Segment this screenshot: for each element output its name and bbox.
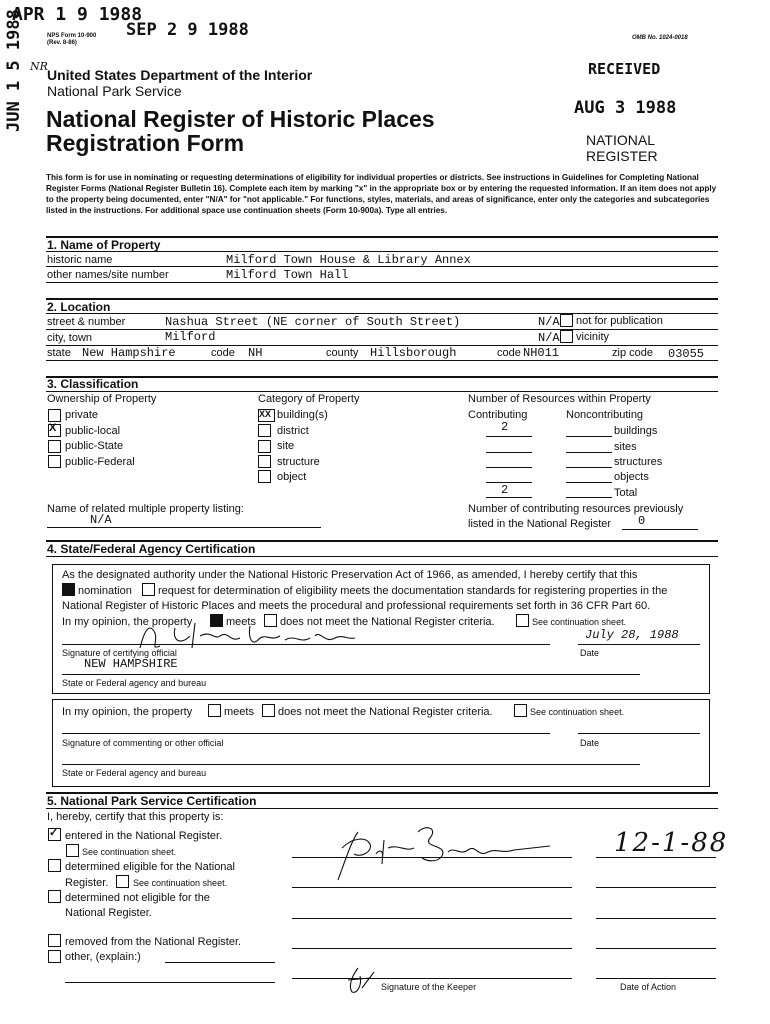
aug-date-stamp: AUG 3 1988 (574, 98, 677, 118)
opinion-label: In my opinion, the property (62, 616, 193, 628)
form-revision: (Rev. 8-86) (47, 40, 77, 46)
jun-vertical-stamp: JUN 1 5 1988 (4, 9, 24, 132)
opinion2-label: In my opinion, the property (62, 706, 193, 718)
section3-heading: 3. Classification (47, 377, 139, 391)
meets2-label: meets (224, 706, 254, 718)
city-value[interactable]: Milford (165, 330, 216, 344)
register-stamp: REGISTER (586, 148, 658, 164)
eligible-continuation-label: See continuation sheet. (133, 878, 228, 888)
eligible-continuation-checkbox[interactable] (116, 875, 129, 888)
entered-checkbox[interactable] (48, 828, 61, 841)
res-total-label: Total (614, 487, 638, 499)
checkmark: ✓ (49, 827, 59, 839)
category-buildings-label: building(s) (277, 409, 328, 421)
county-label: county (326, 347, 359, 359)
entered-continuation-checkbox[interactable] (66, 844, 79, 857)
continuation-label-4b: See continuation sheet. (530, 707, 625, 717)
contributing-heading: Contributing (468, 409, 528, 421)
action-date-value[interactable]: 12-1-88 (614, 828, 729, 858)
sep-date-stamp: SEP 2 9 1988 (126, 20, 249, 40)
ownership-public-state-label: public-State (65, 440, 124, 452)
does-not-meet-label: does not meet the National Register criteria. (280, 616, 495, 628)
section5-heading: 5. National Park Service Certification (47, 794, 257, 808)
street-value[interactable]: Nashua Street (NE corner of South Street) (165, 315, 461, 329)
section4-heading: 4. State/Federal Agency Certification (47, 542, 256, 556)
res-structures-label: structures (614, 456, 663, 468)
other-checkbox[interactable] (48, 950, 61, 963)
contrib-buildings-value[interactable]: 2 (501, 420, 509, 434)
previous-listed-value[interactable]: 0 (638, 514, 646, 528)
noncontributing-heading: Noncontributing (566, 409, 644, 421)
vicinity-label: vicinity (576, 331, 610, 343)
keeper-signature-label: Signature of the Keeper (381, 982, 477, 992)
handwritten-initials: NR (30, 60, 48, 73)
omb-number: OMB No. 1024-0018 (632, 35, 688, 41)
form-number: NPS Form 10-900 (47, 33, 97, 39)
nomination-checkbox[interactable] (62, 583, 75, 596)
meets2-checkbox[interactable] (208, 704, 221, 717)
cert-line3: National Register of Historic Places and meets the procedural and professional requirements set forth in 36 CFR Part 60. (62, 600, 651, 612)
continuation-label-4a: See continuation sheet. (532, 617, 627, 627)
county-code-value[interactable]: NH011 (523, 346, 560, 360)
commenting-date-label: Date (580, 738, 600, 748)
res-objects-label: objects (614, 471, 649, 483)
related-listing-label: Name of related multiple property listing: (47, 503, 244, 515)
other-label: other, (explain:) (65, 951, 141, 963)
res-sites-label: sites (614, 441, 637, 453)
related-listing-value[interactable]: N/A (90, 513, 112, 527)
category-site-label: site (277, 440, 295, 452)
category-site-checkbox[interactable] (258, 440, 271, 453)
county-value[interactable]: Hillsborough (370, 346, 457, 360)
state-code-label: code (211, 347, 235, 359)
ownership-private-label: private (65, 409, 99, 421)
city-label: city, town (47, 332, 93, 344)
state-label: state (47, 347, 71, 359)
state-agency-value[interactable]: NEW HAMPSHIRE (84, 657, 178, 671)
other-names-value[interactable]: Milford Town Hall (226, 268, 349, 282)
section2-heading: 2. Location (47, 300, 111, 314)
ownership-heading: Ownership of Property (47, 393, 157, 405)
entered-continuation-label: See continuation sheet. (82, 847, 177, 857)
section1-heading: 1. Name of Property (47, 238, 161, 252)
vicinity-checkbox[interactable] (560, 330, 573, 343)
not-for-publication-label: not for publication (576, 315, 663, 327)
category-buildings-checkbox[interactable] (258, 409, 275, 422)
commenting-signature-label: Signature of commenting or other official (62, 738, 224, 748)
category-structure-label: structure (277, 456, 320, 468)
category-heading: Category of Property (258, 393, 360, 405)
state-agency-label: State or Federal agency and bureau (62, 678, 207, 688)
not-eligible-label1: determined not eligible for the (65, 892, 210, 904)
received-stamp: RECEIVED (588, 60, 661, 78)
ownership-public-federal-checkbox[interactable] (48, 455, 61, 468)
removed-checkbox[interactable] (48, 934, 61, 947)
not-for-publication-na[interactable]: N/A (538, 315, 560, 329)
ownership-public-local-checkbox[interactable] (48, 424, 61, 437)
keeper-signature (318, 818, 558, 888)
resources-heading: Number of Resources within Property (468, 393, 651, 405)
previous-listed-label2: listed in the National Register (468, 518, 612, 530)
category-object-label: object (277, 471, 307, 483)
county-code-label: code (497, 347, 521, 359)
certifying-signature-label: Signature of certifying official (62, 648, 177, 658)
certification-date-value[interactable]: July 28, 1988 (585, 628, 679, 642)
street-label: street & number (47, 316, 126, 328)
category-structure-checkbox[interactable] (258, 455, 271, 468)
entered-label: entered in the National Register. (65, 830, 223, 842)
continuation-checkbox-4b[interactable] (514, 704, 527, 717)
previous-listed-label1: Number of contributing resources previously (468, 503, 684, 515)
checkmark-xx: XX (259, 409, 272, 419)
nomination-label: nomination (78, 585, 132, 597)
category-district-label: district (277, 425, 309, 437)
vicinity-na[interactable]: N/A (538, 331, 560, 345)
category-object-checkbox[interactable] (258, 470, 271, 483)
ownership-public-federal-label: public-Federal (65, 456, 135, 468)
keeper-initials-mark (344, 966, 378, 996)
does-not-meet2-label: does not meet the National Register criteria. (278, 706, 493, 718)
intro-instructions: This form is for use in nominating or requesting determinations of eligibility for individual properties or districts. See instructions in Guidelines for Completing National Register Forms (National Register Bulletin 16). Complete each item by marking "x" in the appropriate box or by entering the requested information. If an item does not apply to the property being documented, enter "N/A" for "not applicable." For functions, styles, materials, and areas of significance, enter only the categories and subcategories listed in the instructions. For additional space use continuation sheets (Form 10-900a). Type all entries. (46, 173, 717, 215)
checkmark-x: X (49, 422, 57, 434)
ownership-private-checkbox[interactable] (48, 409, 61, 422)
meets-label: meets (226, 616, 256, 628)
date-of-action-label: Date of Action (620, 982, 677, 992)
commenting-agency-label: State or Federal agency and bureau (62, 768, 207, 778)
not-eligible-checkbox[interactable] (48, 890, 61, 903)
determined-eligible-label1: determined eligible for the National (65, 861, 235, 873)
cert-line2: request for determination of eligibility meets the documentation standards for registering properties in the (158, 585, 668, 597)
certify-statement: I, hereby, certify that this property is: (47, 811, 224, 823)
not-for-publication-checkbox[interactable] (560, 314, 573, 327)
cert-line1: As the designated authority under the National Historic Preservation Act of 1966, as amended, I hereby certify that this (62, 569, 638, 581)
form-title-line1: National Register of Historic Places (46, 106, 435, 132)
contrib-total-value[interactable]: 2 (501, 483, 509, 497)
other-names-label: other names/site number (47, 269, 169, 281)
ownership-public-local-label: public-local (65, 425, 121, 437)
historic-name-value[interactable]: Milford Town House & Library Annex (226, 253, 471, 267)
department-name: United States Department of the Interior (47, 67, 313, 83)
res-buildings-label: buildings (614, 425, 658, 437)
apr-date-stamp: APR 1 9 1988 (12, 4, 143, 25)
determined-eligible-checkbox[interactable] (48, 859, 61, 872)
form-title-line2: Registration Form (46, 130, 245, 156)
zip-label: zip code (612, 347, 653, 359)
service-name: National Park Service (47, 83, 182, 99)
certification-date-label: Date (580, 648, 600, 658)
state-code-value[interactable]: NH (248, 346, 263, 360)
historic-name-label: historic name (47, 254, 113, 266)
not-eligible-label2: National Register. (65, 907, 152, 919)
national-stamp: NATIONAL (586, 132, 655, 148)
does-not-meet2-checkbox[interactable] (262, 704, 275, 717)
state-value[interactable]: New Hampshire (82, 346, 176, 360)
category-district-checkbox[interactable] (258, 424, 271, 437)
ownership-public-state-checkbox[interactable] (48, 440, 61, 453)
continuation-checkbox-4a[interactable] (516, 614, 529, 627)
request-determination-checkbox[interactable] (142, 583, 155, 596)
determined-eligible-label2: Register. (65, 877, 109, 889)
removed-label: removed from the National Register. (65, 936, 242, 948)
zip-value[interactable]: 03055 (668, 347, 705, 361)
